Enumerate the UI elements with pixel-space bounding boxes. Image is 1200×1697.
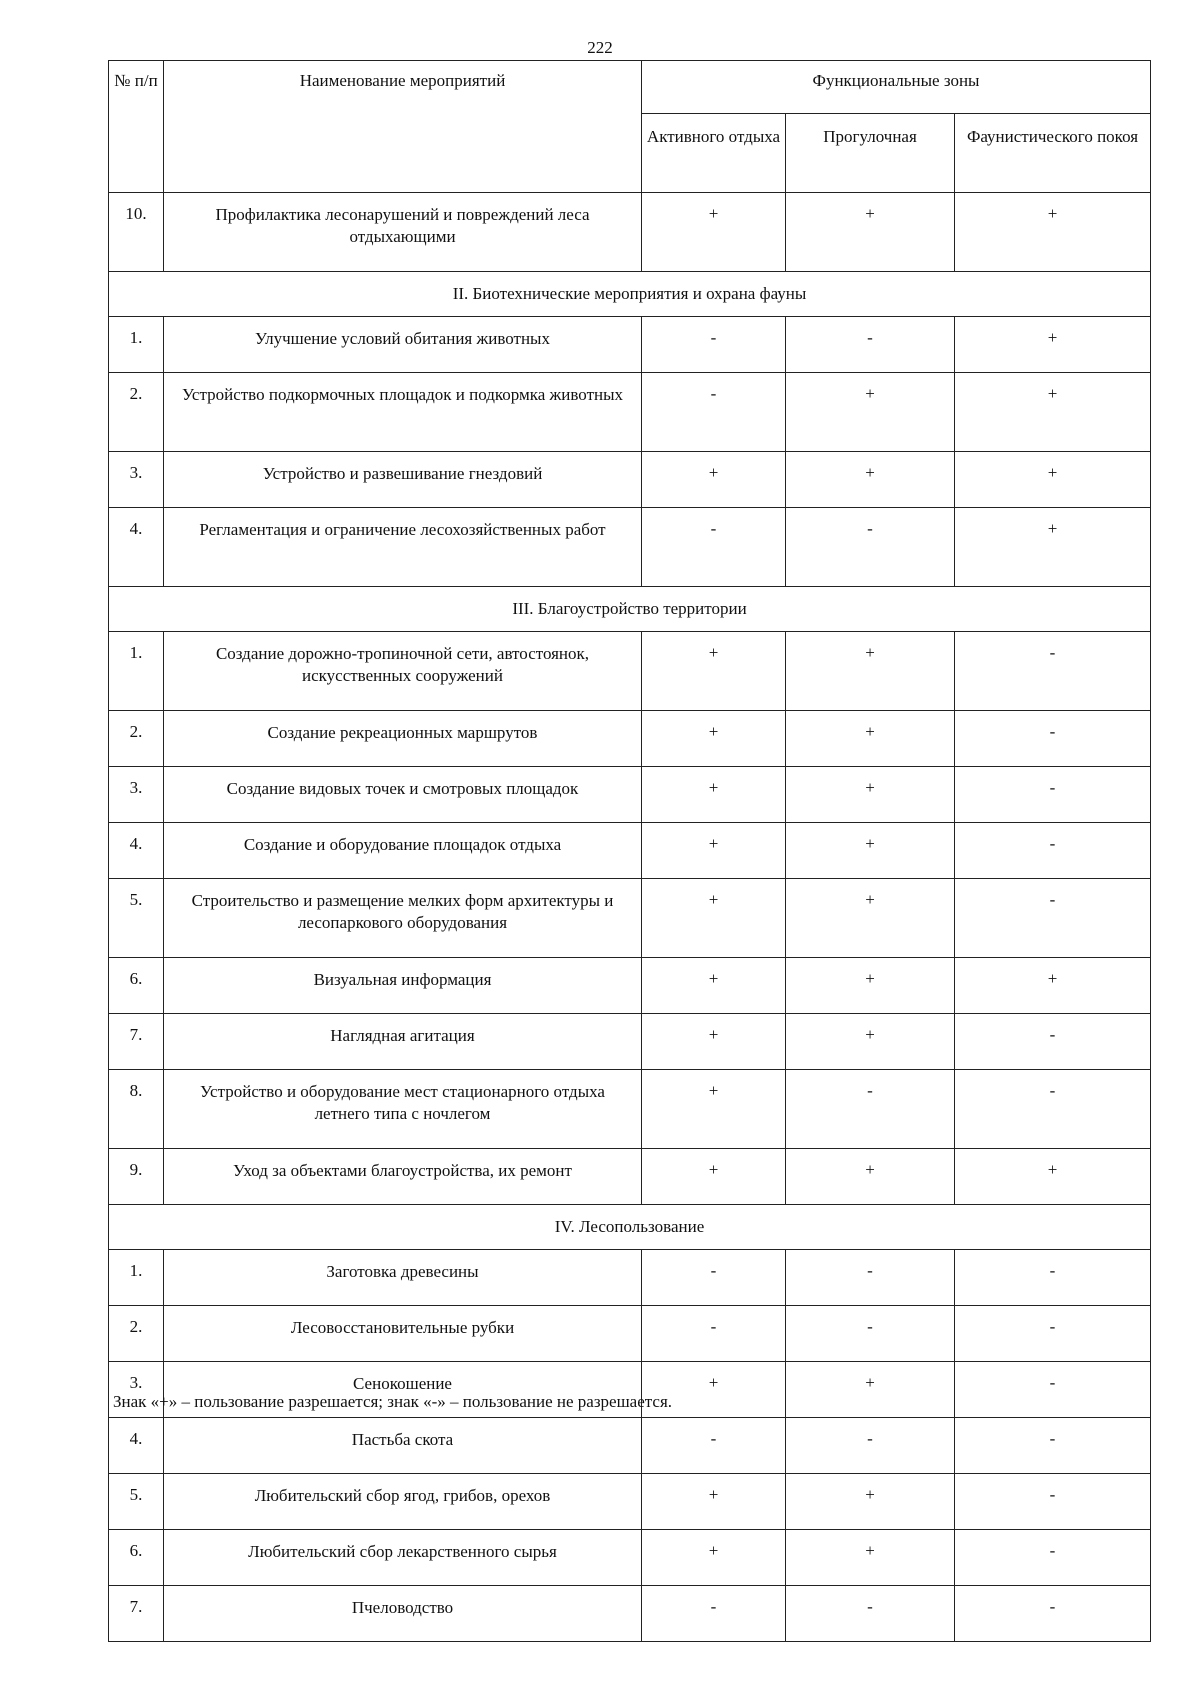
mark-active: + bbox=[642, 711, 786, 767]
mark-active: + bbox=[642, 1474, 786, 1530]
table-body bbox=[109, 193, 1151, 1642]
mark-active: + bbox=[642, 632, 786, 711]
row-number: 6. bbox=[109, 958, 164, 1014]
row-number: 1. bbox=[109, 317, 164, 373]
mark-walking: + bbox=[786, 1149, 955, 1205]
mark-fauna: - bbox=[955, 1306, 1151, 1362]
mark-fauna: - bbox=[955, 1474, 1151, 1530]
table-row bbox=[109, 958, 1151, 1014]
row-number: 5. bbox=[109, 1474, 164, 1530]
table-row bbox=[109, 1586, 1151, 1642]
mark-fauna: - bbox=[955, 879, 1151, 958]
mark-fauna: - bbox=[955, 1586, 1151, 1642]
mark-walking: + bbox=[786, 767, 955, 823]
row-number: 5. bbox=[109, 879, 164, 958]
row-number: 2. bbox=[109, 1306, 164, 1362]
mark-fauna: - bbox=[955, 1250, 1151, 1306]
mark-walking: - bbox=[786, 1070, 955, 1149]
header-zone-walking: Прогулочная bbox=[786, 114, 955, 193]
mark-fauna: + bbox=[955, 958, 1151, 1014]
mark-fauna: - bbox=[955, 632, 1151, 711]
mark-walking: - bbox=[786, 1586, 955, 1642]
mark-fauna: - bbox=[955, 1362, 1151, 1418]
row-number: 1. bbox=[109, 1250, 164, 1306]
measure-name: Улучшение условий обитания животных bbox=[164, 317, 642, 373]
table-row bbox=[109, 632, 1151, 711]
table-row bbox=[109, 879, 1151, 958]
section-title: IV. Лесопользование bbox=[109, 1205, 1151, 1250]
mark-active: - bbox=[642, 1586, 786, 1642]
row-number: 7. bbox=[109, 1014, 164, 1070]
mark-walking: + bbox=[786, 711, 955, 767]
mark-walking: - bbox=[786, 317, 955, 373]
table-row bbox=[109, 823, 1151, 879]
table-row bbox=[109, 1070, 1151, 1149]
mark-active: - bbox=[642, 317, 786, 373]
row-number: 4. bbox=[109, 823, 164, 879]
header-name: Наименование мероприятий bbox=[164, 61, 642, 193]
measure-name: Регламентация и ограничение лесохозяйственных работ bbox=[164, 508, 642, 587]
row-number: 6. bbox=[109, 1530, 164, 1586]
measure-name: Пчеловодство bbox=[164, 1586, 642, 1642]
table-row bbox=[109, 1474, 1151, 1530]
measure-name: Строительство и размещение мелких форм архитектуры и лесопаркового оборудования bbox=[164, 879, 642, 958]
measure-name: Устройство и развешивание гнездовий bbox=[164, 452, 642, 508]
table-row bbox=[109, 1530, 1151, 1586]
row-number: 3. bbox=[109, 767, 164, 823]
measure-name: Устройство и оборудование мест стационарного отдыха летнего типа с ночлегом bbox=[164, 1070, 642, 1149]
mark-walking: - bbox=[786, 1418, 955, 1474]
row-number: 3. bbox=[109, 452, 164, 508]
measure-name: Лесовосстановительные рубки bbox=[164, 1306, 642, 1362]
mark-fauna: - bbox=[955, 767, 1151, 823]
table-row bbox=[109, 193, 1151, 272]
measure-name: Заготовка древесины bbox=[164, 1250, 642, 1306]
mark-fauna: + bbox=[955, 317, 1151, 373]
mark-fauna: + bbox=[955, 373, 1151, 452]
header-zones: Функциональные зоны bbox=[642, 61, 1151, 114]
row-number: 8. bbox=[109, 1070, 164, 1149]
mark-walking: - bbox=[786, 508, 955, 587]
table-header bbox=[109, 61, 1151, 193]
measure-name: Профилактика лесонарушений и повреждений леса отдыхающими bbox=[164, 193, 642, 272]
mark-fauna: - bbox=[955, 1070, 1151, 1149]
measure-name: Устройство подкормочных площадок и подкормка животных bbox=[164, 373, 642, 452]
row-number: 10. bbox=[109, 193, 164, 272]
mark-walking: + bbox=[786, 823, 955, 879]
row-number: 4. bbox=[109, 1418, 164, 1474]
mark-fauna: - bbox=[955, 1530, 1151, 1586]
mark-active: + bbox=[642, 1070, 786, 1149]
mark-walking: - bbox=[786, 1250, 955, 1306]
header-zone-fauna: Фаунистического покоя bbox=[955, 114, 1151, 193]
row-number: 7. bbox=[109, 1586, 164, 1642]
mark-walking: + bbox=[786, 1014, 955, 1070]
mark-walking: + bbox=[786, 879, 955, 958]
mark-fauna: + bbox=[955, 508, 1151, 587]
mark-active: - bbox=[642, 508, 786, 587]
mark-active: + bbox=[642, 193, 786, 272]
mark-active: + bbox=[642, 879, 786, 958]
page-number: 222 bbox=[587, 38, 613, 57]
mark-walking: + bbox=[786, 958, 955, 1014]
mark-active: + bbox=[642, 1014, 786, 1070]
table-row bbox=[109, 1149, 1151, 1205]
mark-fauna: - bbox=[955, 823, 1151, 879]
measure-name: Визуальная информация bbox=[164, 958, 642, 1014]
table-row bbox=[109, 373, 1151, 452]
footnote: Знак «+» – пользование разрешается; знак «-» – пользование не разрешается. bbox=[113, 1392, 673, 1411]
table-row bbox=[109, 1418, 1151, 1474]
mark-walking: + bbox=[786, 373, 955, 452]
table-row bbox=[109, 767, 1151, 823]
mark-fauna: - bbox=[955, 711, 1151, 767]
table-row bbox=[109, 452, 1151, 508]
measure-name: Уход за объектами благоустройства, их ремонт bbox=[164, 1149, 642, 1205]
mark-active: - bbox=[642, 373, 786, 452]
mark-active: + bbox=[642, 1530, 786, 1586]
table-row bbox=[109, 508, 1151, 587]
header-number: № п/п bbox=[109, 61, 164, 193]
mark-active: + bbox=[642, 767, 786, 823]
section-row bbox=[109, 1205, 1151, 1250]
table-row bbox=[109, 317, 1151, 373]
measure-name: Сенокошение bbox=[164, 1362, 642, 1418]
mark-active: + bbox=[642, 1362, 786, 1418]
mark-fauna: + bbox=[955, 193, 1151, 272]
row-number: 3. bbox=[109, 1362, 164, 1418]
mark-walking: + bbox=[786, 193, 955, 272]
row-number: 2. bbox=[109, 373, 164, 452]
section-row bbox=[109, 272, 1151, 317]
measure-name: Любительский сбор ягод, грибов, орехов bbox=[164, 1474, 642, 1530]
mark-active: - bbox=[642, 1306, 786, 1362]
mark-walking: + bbox=[786, 1474, 955, 1530]
section-title: III. Благоустройство территории bbox=[109, 587, 1151, 632]
header-zone-active: Активного отдыха bbox=[642, 114, 786, 193]
mark-active: - bbox=[642, 1418, 786, 1474]
measure-name: Создание дорожно-тропиночной сети, автостоянок, искусственных сооружений bbox=[164, 632, 642, 711]
row-number: 1. bbox=[109, 632, 164, 711]
mark-fauna: + bbox=[955, 1149, 1151, 1205]
measure-name: Создание рекреационных маршрутов bbox=[164, 711, 642, 767]
row-number: 9. bbox=[109, 1149, 164, 1205]
measure-name: Наглядная агитация bbox=[164, 1014, 642, 1070]
measure-name: Любительский сбор лекарственного сырья bbox=[164, 1530, 642, 1586]
table-row bbox=[109, 711, 1151, 767]
measure-name: Создание видовых точек и смотровых площадок bbox=[164, 767, 642, 823]
mark-active: - bbox=[642, 1250, 786, 1306]
mark-walking: + bbox=[786, 1530, 955, 1586]
table-row bbox=[109, 1306, 1151, 1362]
row-number: 2. bbox=[109, 711, 164, 767]
table-row bbox=[109, 1250, 1151, 1306]
measure-name: Пастьба скота bbox=[164, 1418, 642, 1474]
mark-walking: + bbox=[786, 1362, 955, 1418]
section-row bbox=[109, 587, 1151, 632]
table-row bbox=[109, 1014, 1151, 1070]
mark-active: + bbox=[642, 958, 786, 1014]
mark-active: + bbox=[642, 1149, 786, 1205]
row-number: 4. bbox=[109, 508, 164, 587]
mark-fauna: - bbox=[955, 1418, 1151, 1474]
mark-fauna: + bbox=[955, 452, 1151, 508]
mark-fauna: - bbox=[955, 1014, 1151, 1070]
mark-active: + bbox=[642, 452, 786, 508]
mark-walking: - bbox=[786, 1306, 955, 1362]
mark-walking: + bbox=[786, 632, 955, 711]
section-title: II. Биотехнические мероприятия и охрана фауны bbox=[109, 272, 1151, 317]
mark-walking: + bbox=[786, 452, 955, 508]
measure-name: Создание и оборудование площадок отдыха bbox=[164, 823, 642, 879]
mark-active: + bbox=[642, 823, 786, 879]
